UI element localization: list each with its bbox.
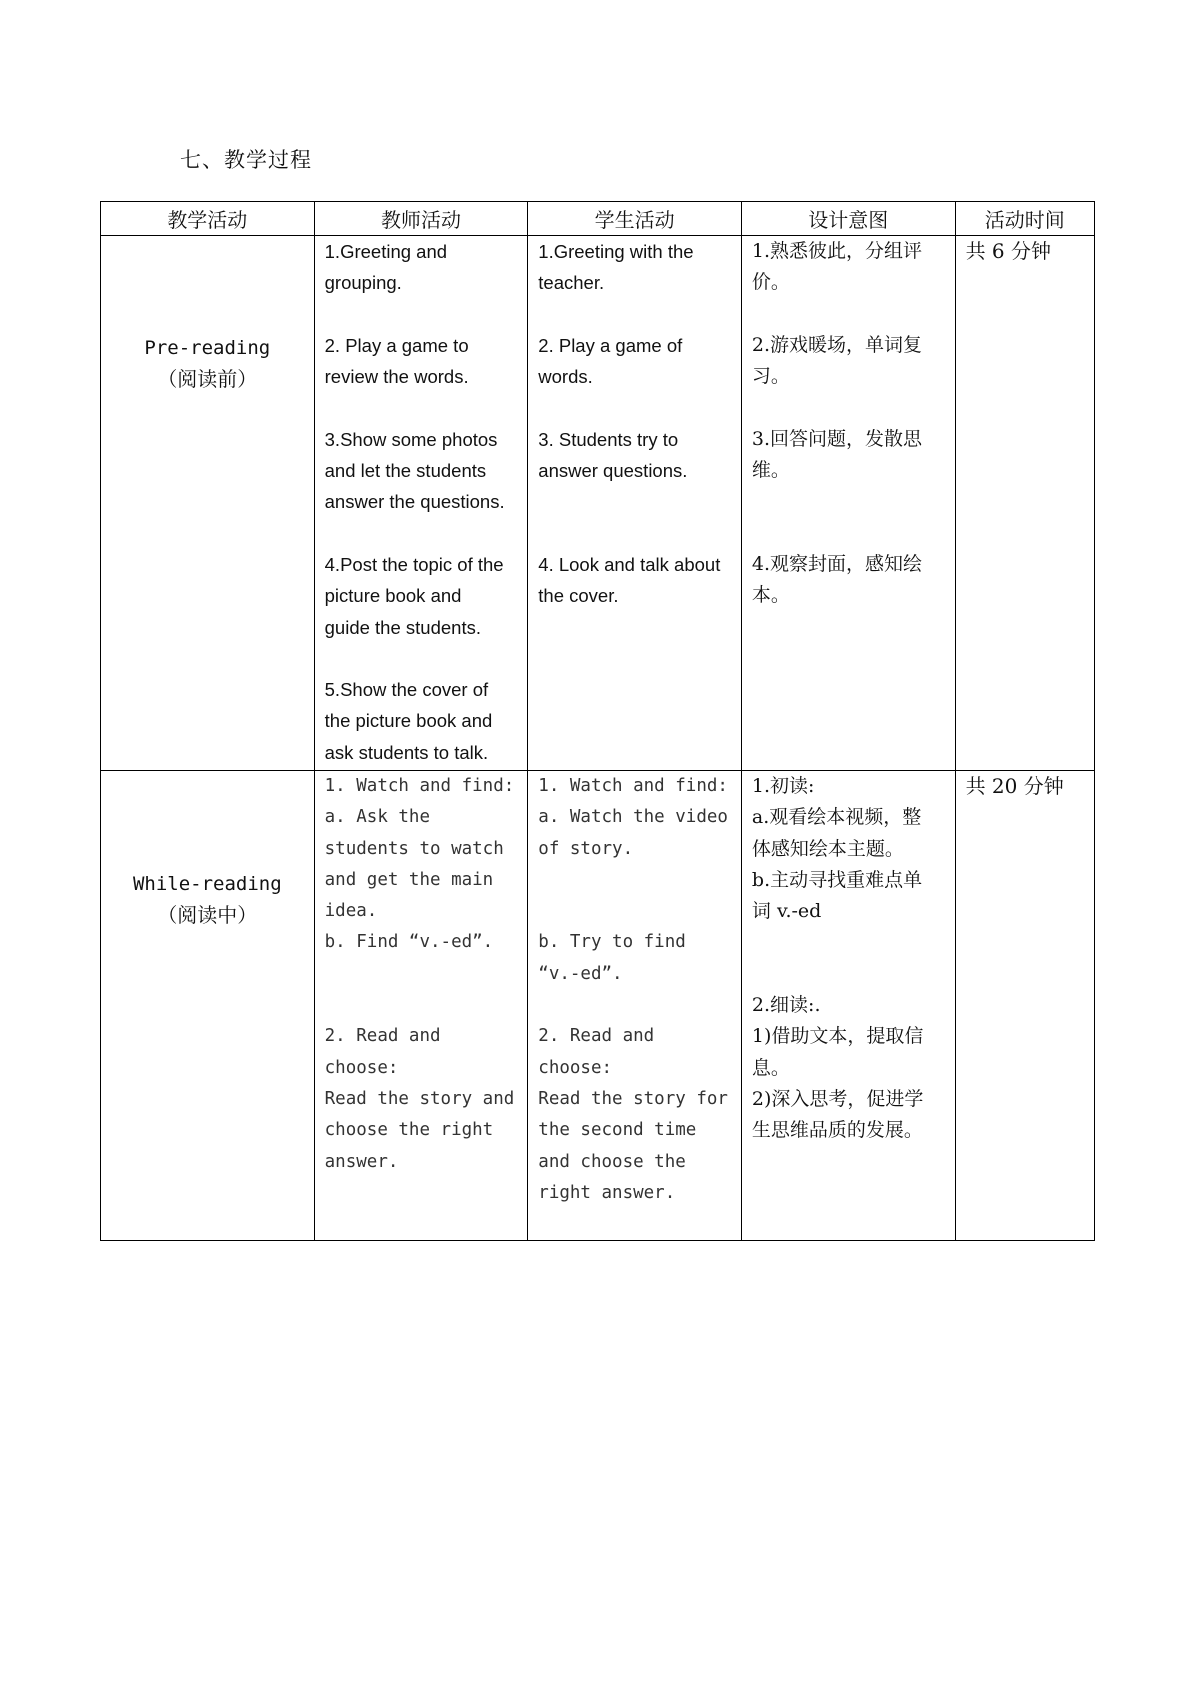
student-step-2: 2. Play a game of words. — [538, 334, 683, 388]
teacher-step-2: 2. Play a game to review the words. — [324, 334, 469, 388]
header-activity-time: 活动时间 — [955, 202, 1094, 236]
teacher-step-1: 1.Greeting and grouping. — [324, 241, 448, 294]
activity-time-cell — [955, 771, 1094, 1241]
teaching-process-table — [100, 201, 1095, 1241]
stage-name-en: While-reading — [132, 873, 282, 895]
header-design-intent: 设计意图 — [741, 202, 955, 236]
teacher-activity-cell — [314, 771, 528, 1241]
teacher-activity-cell — [314, 236, 528, 771]
student-step-3: 3. Students try to answer questions. — [538, 428, 688, 482]
design-step-1: 1.熟悉彼此，分组评 价。 — [751, 240, 923, 294]
activity-time-cell — [955, 236, 1094, 771]
stage-cell-pre-reading — [101, 236, 315, 771]
teacher-step-4: 4.Post the topic of the picture book and guide the students. — [324, 553, 504, 638]
design-intent-cell — [741, 236, 955, 771]
activity-time-value: 共 20 分钟 — [965, 774, 1064, 798]
design-step-1: 1.初读: a.观看绘本视频，整 体感知绘本主题。 b.主动寻找重难点单 词 v.-ed — [751, 775, 923, 923]
activity-time-value: 共 6 分钟 — [965, 239, 1052, 263]
stage-cell-while-reading — [101, 771, 315, 1241]
design-step-3: 3.回答问题，发散思 维。 — [751, 427, 923, 482]
design-step-4: 4.观察封面，感知绘 本。 — [751, 552, 923, 607]
section-heading: 七、教学过程 — [180, 148, 312, 172]
teacher-step-3: 3.Show some photos and let the students answer the questions. — [324, 428, 505, 513]
table-header-row — [101, 202, 1095, 236]
student-step-1: 1.Greeting with the teacher. — [538, 241, 694, 294]
table-row-pre-reading — [101, 236, 1095, 771]
student-activity-cell — [528, 236, 742, 771]
student-activity-cell — [528, 771, 742, 1241]
teacher-step-2: 2. Read and choose: Read the story and choose the right answer. — [324, 1026, 515, 1172]
stage-name-en: Pre-reading — [144, 337, 271, 359]
header-student-activity: 学生活动 — [528, 202, 742, 236]
table-row-while-reading — [101, 771, 1095, 1241]
teacher-step-5: 5.Show the cover of the picture book and ask students to talk. — [324, 679, 493, 763]
teacher-step-1: 1. Watch and find: a. Ask the students to watch and get the main idea. b. Find “v.-ed”. — [324, 776, 515, 953]
student-step-4: 4. Look and talk about the cover. — [538, 553, 721, 607]
student-step-2: 2. Read and choose: Read the story for the second time and choose the right answer. — [538, 1026, 728, 1203]
student-step-1b: b. Try to find “v.-ed”. — [538, 932, 686, 984]
design-step-2: 2.细读:. 1)借助文本，提取信 息。 2)深入思考，促进学 生思维品质的发展。 — [751, 994, 924, 1142]
student-step-1: 1. Watch and find: a. Watch the video of story. — [538, 776, 728, 859]
stage-name-cn: （阅读中） — [157, 903, 258, 927]
design-intent-cell — [741, 771, 955, 1241]
header-teacher-activity: 教师活动 — [314, 202, 528, 236]
stage-name-cn: （阅读前） — [157, 367, 258, 391]
design-step-2: 2.游戏暖场，单词复 习。 — [751, 333, 923, 388]
header-teaching-activity: 教学活动 — [101, 202, 315, 236]
